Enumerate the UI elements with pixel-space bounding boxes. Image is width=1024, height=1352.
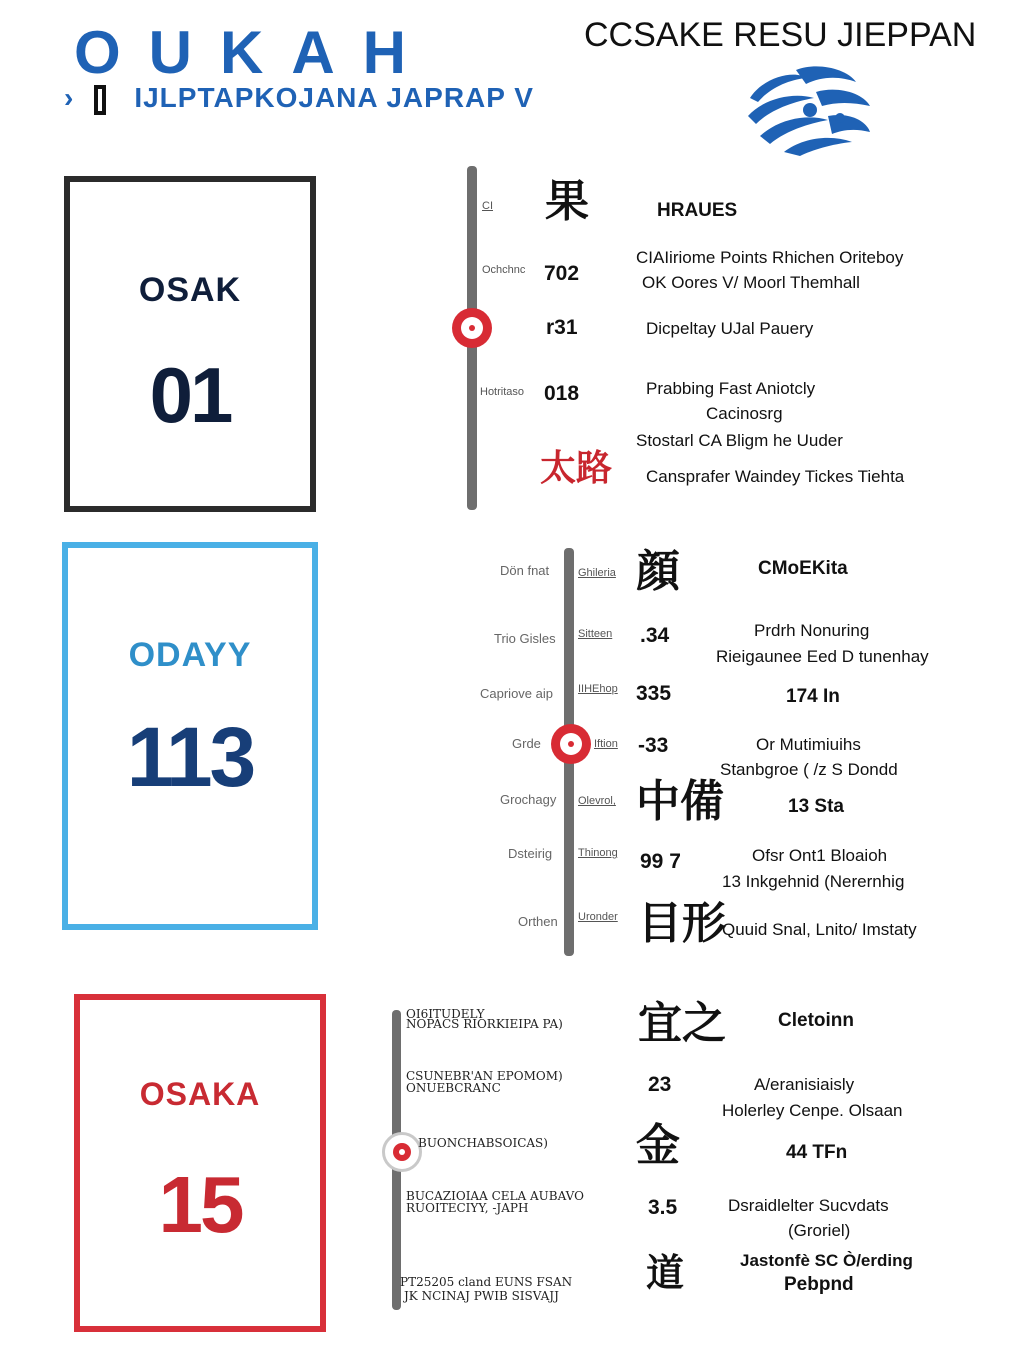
brand-logo-subtitle <box>64 82 534 115</box>
wave-emblem-icon <box>744 62 874 158</box>
timeline-3-desc: Holerley Cenpe. Olsaan <box>722 1101 903 1120</box>
timeline-3-heading: Pebpnd <box>784 1274 854 1295</box>
timeline-1-desc: OK Oores V/ Moorl Themhall <box>642 273 860 292</box>
card-number: 01 <box>149 351 231 439</box>
timeline-2-kanji: 目形 <box>638 898 726 949</box>
card-label: OSAKA <box>139 1075 261 1112</box>
card-number: 113 <box>126 710 254 804</box>
subtitle-text: IJLPTAPKOJANA JAPRAP V <box>134 82 534 113</box>
subtitle-bracket-mark <box>94 85 106 115</box>
timeline-2-left-label: Trio Gisles <box>494 631 556 646</box>
timeline-2-desc: Rieigaunee Eed D tunenhay <box>716 647 929 666</box>
timeline-3-tag: ONUEBCRANC <box>406 1081 501 1095</box>
timeline-1-desc: Cacinosrg <box>706 404 783 423</box>
timeline-2-tag: IIHEhop <box>578 683 618 695</box>
timeline-3-tag: BUONCHABSOICAS) <box>418 1136 548 1150</box>
timeline-2-desc: Stanbgroe ( /z S Dondd <box>720 760 898 779</box>
timeline-3-tag: OI6ITUDELY <box>406 1007 485 1021</box>
info-card-3 <box>74 994 326 1332</box>
subtitle-arrow: › <box>64 82 75 113</box>
timeline-2-marker-icon <box>551 724 591 764</box>
timeline-3-tag: JK NCINAJ PWIB SISVAJJ <box>404 1289 559 1303</box>
timeline-2-tag: Uronder <box>578 911 618 923</box>
timeline-2-tag: Olevrol, <box>578 795 616 807</box>
timeline-1-kanji: 果 <box>545 176 589 227</box>
timeline-1-value: 018 <box>544 382 580 405</box>
timeline-3-tag: RUOITECIYY, -JAPH <box>406 1201 529 1215</box>
timeline-1-desc: Dicpeltay UJal Pauery <box>646 319 814 338</box>
timeline-3-heading: 44 TFn <box>786 1142 848 1163</box>
timeline-3-marker-icon <box>382 1132 422 1172</box>
timeline-2-heading: 13 Sta <box>788 796 844 817</box>
card-label: ODAYY <box>128 636 252 674</box>
timeline-2-left-label: Orthen <box>518 914 558 929</box>
card-number: 15 <box>158 1159 242 1249</box>
timeline-3-kanji: 宜之 <box>638 998 726 1049</box>
timeline-2-tag: Iftion <box>594 738 618 750</box>
timeline-2-left-label: Grochagy <box>500 792 557 807</box>
brand-logo-title: OUKAH <box>74 19 434 86</box>
timeline-2-desc: Or Mutimiuihs <box>756 735 861 754</box>
timeline-2-desc: 13 Inkgehnid (Nerernhig <box>722 872 905 891</box>
timeline-2-tag: Ghileria <box>578 567 616 579</box>
timeline-3-tag: PT25205 cland EUNS FSAN <box>400 1275 573 1289</box>
page-heading: CCSAKE RESU JIEPPAN <box>584 16 977 54</box>
timeline-2-value: .34 <box>640 624 670 647</box>
timeline-3-tag: BUCAZIOIAA CELA AUBAVO <box>406 1189 584 1203</box>
timeline-2-left-label: Dsteirig <box>508 846 553 861</box>
timeline-2-heading: 174 In <box>786 686 840 707</box>
timeline-3-value: 23 <box>648 1073 672 1096</box>
timeline-2-desc: Prdrh Nonuring <box>754 621 870 640</box>
timeline-1-value: 702 <box>544 262 580 285</box>
timeline-3-desc: Jastonfè SC Ò/erding <box>740 1251 913 1270</box>
timeline-2-heading: CMoEKita <box>758 558 848 579</box>
timeline-1-value: r31 <box>546 316 578 339</box>
timeline-3-heading: Cletoinn <box>778 1010 854 1031</box>
timeline-3-value: 3.5 <box>648 1196 678 1219</box>
timeline-1-desc: Stostarl CA Bligm he Uuder <box>636 431 843 450</box>
timeline-3-kanji: 道 <box>646 1250 685 1295</box>
timeline-1-tag: CI <box>482 200 493 212</box>
timeline-2-desc: Quuid Snal, Lnito/ Imstaty <box>722 920 917 939</box>
timeline-2-tag: Thinong <box>578 847 618 859</box>
timeline-2-kanji: 中備 <box>636 776 724 827</box>
timeline-3-desc: (Groriel) <box>788 1221 851 1240</box>
timeline-3-desc: Dsraidlelter Sucvdats <box>728 1196 889 1215</box>
info-card-1 <box>64 176 316 512</box>
timeline-2-kanji: 顔 <box>636 546 680 597</box>
timeline-1-marker-icon <box>452 308 492 348</box>
timeline-1-tag: Ochchnc <box>482 264 526 276</box>
timeline-3-kanji: 金 <box>636 1120 680 1171</box>
timeline-3-desc: A/eranisiaisly <box>754 1075 855 1094</box>
timeline-1-tag: Hotritaso <box>480 386 525 398</box>
timeline-2-left-label: Grde <box>512 736 541 751</box>
card-label: OSAK <box>138 271 242 309</box>
timeline-1-desc: Cansprafer Waindey Tickes Tiehta <box>646 467 905 486</box>
timeline-2-tag: Sitteen <box>578 628 613 640</box>
timeline-2-left-label: Capriove aip <box>480 686 553 701</box>
timeline-2-value: 335 <box>636 682 672 705</box>
timeline-1-kanji: 太路 <box>540 447 613 489</box>
timeline-2-value: -33 <box>638 734 669 757</box>
timeline-1-desc: CIAIiriome Points Rhichen Oriteboy <box>636 248 904 267</box>
info-card-2 <box>62 542 318 930</box>
timeline-3-tag: CSUNEBR'AN EPOMOM) <box>406 1069 563 1083</box>
timeline-2-left-label: Dön fnat <box>500 563 550 578</box>
timeline-2-desc: Ofsr Ont1 Bloaioh <box>752 846 888 865</box>
timeline-1-heading: HRAUES <box>657 200 738 221</box>
timeline-3-tag: NOPACS RIORKIEIPA PA) <box>406 1017 563 1031</box>
timeline-2-value: 99 7 <box>640 850 681 873</box>
timeline-1-desc: Prabbing Fast Aniotcly <box>646 379 816 398</box>
